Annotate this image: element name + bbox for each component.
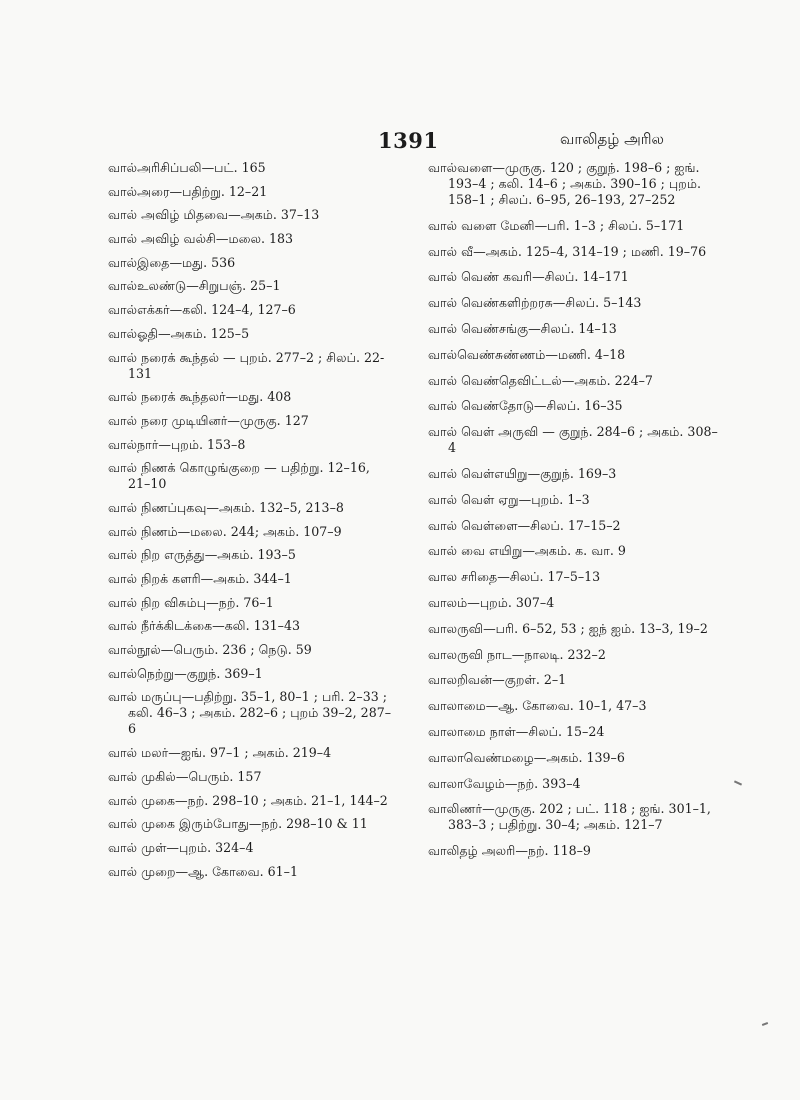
right-column bbox=[428, 160, 718, 869]
index-entry: வால் அவிழ் வல்சி—மலை. 183 bbox=[108, 231, 294, 247]
index-entry: வால்நூல்—பெரும். 236 ; நெடு. 59 bbox=[108, 642, 312, 658]
index-entry: வால் நிறக் களரி—அகம். 344–1 bbox=[108, 571, 292, 586]
index-entry: வால் வீ—அகம். 125–4, 314–19 ; மணி. 19–76 bbox=[428, 243, 707, 259]
index-entry: வால் வளை மேனி—பரி. 1–3 ; சிலப். 5–171 bbox=[428, 217, 685, 233]
running-head: வாலிதழ் அரில bbox=[560, 130, 664, 148]
index-entry: வால் நிணக் கொழுங்குறை — பதிற்று. 12–16, 21–10 bbox=[108, 460, 370, 492]
index-entry: வால்இதை—மது. 536 bbox=[108, 254, 236, 270]
index-entry: வால் முள்—புறம். 324–4 bbox=[108, 839, 254, 855]
index-entry: வால் வை எயிறு—அகம். க. வா. 9 bbox=[428, 543, 626, 559]
left-column bbox=[108, 160, 393, 887]
index-entry: வாலறிவன்—குறள். 2–1 bbox=[428, 672, 567, 688]
index-entry: வால் வெண்தெவிட்டல்—அகம். 224–7 bbox=[428, 372, 653, 388]
page-number: 1391 bbox=[378, 128, 439, 153]
index-entry: வாலிதழ் அலரி—நற். 118–9 bbox=[428, 843, 591, 859]
index-entry: வால்ஓதி—அகம். 125–5 bbox=[108, 325, 250, 341]
index-entry: வால்நெற்று—குறுந். 369–1 bbox=[108, 665, 263, 681]
index-entry: வாலம்—புறம். 307–4 bbox=[428, 594, 555, 610]
scan-mark bbox=[762, 1022, 768, 1026]
index-entry: வால் நிற எருத்து—அகம். 193–5 bbox=[108, 547, 296, 563]
index-entry: வால் வெண்தோடு—சிலப். 16–35 bbox=[428, 398, 623, 414]
index-entry: வால் நிற விசும்பு—நற். 76–1 bbox=[108, 594, 274, 610]
index-entry: வால் நீர்க்கிடக்கை—கலி. 131–43 bbox=[108, 618, 301, 634]
index-entry: வால் முகை—நற். 298–10 ; அகம். 21–1, 144–2 bbox=[108, 792, 388, 808]
index-entry: வாலாவேழம்—நற். 393–4 bbox=[428, 775, 581, 791]
index-entry: வாலருவி—பரி. 6–52, 53 ; ஐந் ஐம். 13–3, 19–2 bbox=[428, 620, 708, 636]
index-entry: வால் வெள் ஏறு—புறம். 1–3 bbox=[428, 491, 590, 507]
index-entry: வால் மலர்—ஐங். 97–1 ; அகம். 219–4 bbox=[108, 745, 332, 761]
index-entry: வாலருவி நாட—நாலடி. 232–2 bbox=[428, 646, 606, 662]
index-entry: வாலிணர்—முருகு. 202 ; பட். 118 ; ஐங். 301–1, 383–3 ; பதிற்று. 30–4; அகம். 121–7 bbox=[428, 801, 711, 833]
index-entry: வால் நரைக் கூந்தல் — புறம். 277–2 ; சிலப். 22-131 bbox=[108, 349, 385, 381]
index-entry: வால் நரை முடியினர்—முருகு. 127 bbox=[108, 412, 309, 428]
index-entry: வால் முறை—ஆ. கோவை. 61–1 bbox=[108, 863, 298, 879]
index-entry: வால் வெள்ளை—சிலப். 17–15–2 bbox=[428, 517, 621, 533]
index-entry: வால் வெண் கவரி—சிலப். 14–171 bbox=[428, 269, 629, 285]
index-entry: வால் அவிழ் மிதவை—அகம். 37–13 bbox=[108, 207, 320, 223]
index-entry: வால் வெள் அருவி — குறுந். 284–6 ; அகம். 308–4 bbox=[428, 424, 718, 456]
index-entry: வால் நிணம்—மலை. 244; அகம். 107–9 bbox=[108, 523, 342, 539]
index-entry: வால்நார்—புறம். 153–8 bbox=[108, 436, 246, 452]
index-entry: வால் முகில்—பெரும். 157 bbox=[108, 768, 262, 784]
index-entry: வால் நிணப்புகவு—அகம். 132–5, 213–8 bbox=[108, 499, 344, 515]
index-entry: வால் நரைக் கூந்தலர்—மது. 408 bbox=[108, 389, 292, 405]
index-entry: வால் வெள்எயிறு—குறுந். 169–3 bbox=[428, 465, 617, 481]
index-entry: வால் மருப்பு—பதிற்று. 35–1, 80–1 ; பரி. 2–33 ; கலி. 46–3 ; அகம். 282–6 ; புறம் 39–2, 287–6 bbox=[108, 689, 392, 737]
index-entry: வாலாமை நாள்—சிலப். 15–24 bbox=[428, 723, 605, 739]
index-entry: வால்உலண்டு—சிறுபஞ். 25–1 bbox=[108, 278, 281, 294]
scan-mark bbox=[734, 780, 742, 785]
index-entry: வால சரிதை—சிலப். 17–5–13 bbox=[428, 569, 601, 585]
index-entry: வால் வெண்சங்கு—சிலப். 14–13 bbox=[428, 320, 617, 336]
index-entry: வால்வெண்சுண்ணம்—மணி. 4–18 bbox=[428, 346, 626, 362]
index-entry: வால்அரிசிப்பலி—பட். 165 bbox=[108, 160, 266, 175]
index-entry: வால்வளை—முருகு. 120 ; குறுந். 198–6 ; ஐங். 193–4 ; கலி. 14–6 ; அகம். 390–16 ; புறம். 158–1 ; சிலப். 6–95, 26–193, 27–252 bbox=[428, 160, 701, 207]
index-entry: வால் வெண்களிற்றரசு—சிலப். 5–143 bbox=[428, 295, 642, 311]
index-entry: வாலாவெண்மழை—அகம். 139–6 bbox=[428, 749, 625, 765]
index-entry: வால்எக்கர்—கலி. 124–4, 127–6 bbox=[108, 302, 296, 318]
index-entry: வால்அரை—பதிற்று. 12–21 bbox=[108, 183, 268, 199]
index-entry: வால் முகை இரும்போது—நற். 298–10 & 11 bbox=[108, 816, 368, 832]
index-entry: வாலாமை—ஆ. கோவை. 10–1, 47–3 bbox=[428, 698, 647, 714]
